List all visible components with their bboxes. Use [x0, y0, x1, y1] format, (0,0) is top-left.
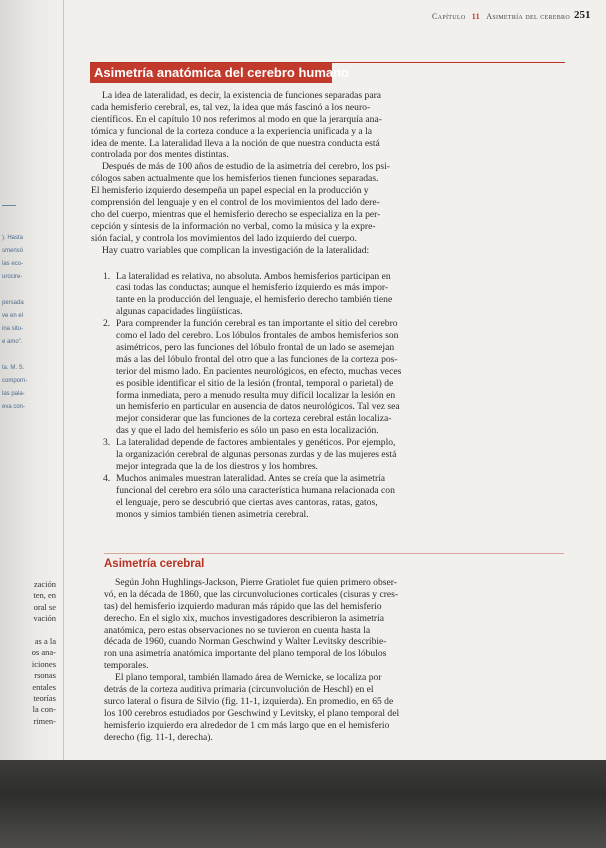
paragraph — [104, 672, 399, 743]
paragraph-line: cepción y síntesis de la información no verbal, como la música y la expre- — [91, 220, 376, 232]
margin-blue-line: smensó — [2, 248, 24, 254]
list-number: 1. — [103, 270, 111, 282]
paragraph-line: hemisferio izquierdo era alrededor de 1 cm más largo que en el hemisferio — [104, 719, 390, 731]
margin-blue-line: ). Hasta — [2, 235, 24, 241]
list-item-line: asimétricos, pero las funciones del lóbulo frontal de un lado se asemejan — [116, 341, 395, 353]
list-item-text — [116, 437, 396, 473]
list-item-line: como el lado del cerebro. Los lóbulos frontales de ambos hemisferios son — [116, 330, 399, 342]
margin-black-line: vación — [33, 613, 56, 624]
section2-rule — [104, 553, 564, 554]
list-item-line: el lenguaje, pero se descubrió que ciertas aves cantoras, ratas, gatos, — [116, 496, 378, 508]
margin-fragment-black — [2, 579, 56, 727]
paragraph-line: controlada por dos mentes distintas. — [91, 149, 229, 161]
paragraph — [91, 90, 382, 161]
margin-blue-line: ina situ- — [2, 326, 24, 332]
margin-blue-line — [2, 349, 58, 362]
paragraph-line: anatómica, pero estas observaciones no se tuvieron en cuenta hasta la — [104, 624, 371, 636]
margin-black-line: os ana- — [31, 647, 56, 658]
paragraph-line: tómica y funcional de la corteza conduce a la experiencia unificada y a la — [91, 125, 373, 137]
paragraph-line: Después de más de 100 años de estudio de la asimetría del cerebro, los psi- — [102, 161, 390, 173]
list-item-line: La lateralidad es relativa, no absoluta. Ambos hemisferios participan en — [116, 270, 391, 282]
chapter-title: Asimetría del cerebro — [486, 12, 570, 21]
list-item-line: das y que el lado del hemisferio es sólo un paso en esta localización. — [116, 425, 379, 437]
list-item-text — [116, 271, 392, 319]
paragraph-line: cho del cuerpo, mientras que el hemisferio derecho se especializa en la per- — [91, 208, 381, 220]
list-number: 4. — [103, 472, 111, 484]
list-item-line: terior del mismo lado. En pacientes neurológicos, en efecto, muchas veces — [116, 365, 402, 377]
list-item-line: La lateralidad depende de factores ambientales y genéticos. Por ejemplo, — [116, 437, 396, 449]
margin-black-line: rimen- — [33, 715, 56, 726]
paragraph-line: tas) del hemisferio izquierdo maduran más rápido que las del hemisferio — [104, 600, 382, 612]
paragraph-line: científicos. En el capítulo 10 nos referimos al modo en que la jerarquía ana- — [91, 113, 382, 125]
paragraph — [91, 245, 369, 257]
paragraph — [91, 161, 390, 244]
paragraph-line: sión facial, y controla los movimientos del lado izquierdo del cuerpo. — [91, 232, 357, 244]
list-item-text — [116, 318, 401, 437]
margin-black-line: ten, en — [33, 590, 56, 601]
paragraph-line: El plano temporal, también llamado área de Wernicke, se localiza por — [115, 672, 382, 684]
paragraph-line: ron una asimetría anatómica importante del plano temporal de los lóbulos — [104, 648, 387, 660]
paragraph-line: derecho (fig. 11-1, derecha). — [104, 731, 213, 743]
paragraph-line: detrás de la corteza auditiva primaria (circunvolución de Heschl) en el — [104, 684, 374, 696]
paragraph-line: cólogos saben actualmente que los hemisferios tienen funciones separadas. — [91, 173, 379, 185]
paragraph-line: El hemisferio izquierdo desempeña un papel especial en la producción y — [91, 185, 369, 197]
list-item-line: Muchos animales muestran lateralidad. Antes se creía que la asimetría — [116, 472, 386, 484]
list-item-line: mejor integrada que la de los diestros y los hombres. — [116, 460, 318, 472]
paragraph-line: surco lateral o fisura de Silvio (fig. 11-1, izquierda). En promedio, en 65 de — [104, 695, 394, 707]
margin-black-line — [2, 625, 56, 636]
margin-blue-line: ta. M. S. — [2, 365, 25, 371]
paragraph-line: Según John Hughlings-Jackson, Pierre Gratiolet fue quien primero obser- — [115, 577, 397, 588]
list-item-line: monos y simios también tienen asimetría cerebral. — [116, 508, 309, 520]
list-item-line: la organización cerebral de algunas personas zurdas y de las mujeres está — [116, 449, 397, 461]
margin-blue-line: eva con- — [2, 404, 26, 410]
list-item-line: casi todas las conductas; aunque el hemisferio izquierdo es más impor- — [116, 282, 389, 294]
list-item-line: forma inmediata, pero a menudo resulta muy difícil localizar la lesión en — [116, 389, 396, 401]
list-item-line: un hemisferio en particular en ausencia de datos neurológicos. Tal vez sea — [116, 401, 400, 413]
list-number: 3. — [103, 437, 111, 449]
section2-title: Asimetría cerebral — [104, 558, 205, 570]
paragraph-line: vó, en la década de 1860, que las circunvoluciones corticales (cisuras y cres- — [104, 588, 399, 600]
chapter-number: 11 — [471, 12, 480, 21]
gutter-line — [63, 0, 64, 760]
margin-blue-line: comporn- — [2, 378, 28, 384]
margin-black-line: zación — [33, 579, 56, 589]
paragraph-line: Hay cuatro variables que complican la investigación de la lateralidad: — [102, 244, 370, 256]
margin-blue-line: las eco- — [2, 261, 24, 267]
margin-black-line: entales — [32, 681, 56, 692]
margin-fragment-blue-top — [2, 232, 58, 414]
margin-blue-line: e amo". — [2, 339, 23, 345]
list-number: 2. — [103, 318, 111, 330]
paragraph-line: década de 1960, cuando Norman Geschwind y Walter Levitsky describie- — [104, 636, 387, 648]
margin-black-line: as a la — [34, 635, 56, 646]
margin-black-line: teorías — [33, 692, 56, 703]
list-item-line: más a las del lóbulo frontal del otro que a las funciones de la corteza pos- — [116, 353, 398, 365]
scan-shadow-band — [0, 760, 606, 848]
paragraph-line: cada hemisferio cerebral, es, tal vez, la idea que más fascinó a los neuro- — [91, 101, 371, 113]
paragraph-line: La idea de lateralidad, es decir, la existencia de funciones separadas para — [102, 90, 382, 101]
margin-blue-line: ve en el — [2, 313, 24, 319]
list-item-line: Para comprender la función cerebral es tan importante el sitio del cerebro — [116, 318, 398, 330]
margin-blue-line: urocire- — [2, 274, 23, 280]
margin-black-line: la con- — [32, 704, 56, 715]
list-item-line: es posible identificar el sitio de la lesión (frontal, temporal o parietal) de — [116, 377, 394, 389]
list-item-line: mejor considerar que las funciones de la corteza cerebral están localiza- — [116, 413, 392, 425]
margin-blue-line: las pala- — [2, 391, 25, 397]
paragraph-line: derecho. En el siglo xix, muchos investigadores describieron la asimetría — [104, 612, 385, 624]
page-number: 251 — [574, 9, 591, 21]
list-item-line: funcional del cerebro era sólo una característica humana relacionada con — [116, 484, 395, 496]
paragraph-line: idea de mente. La lateralidad lleva a la noción de que nuestra conducta está — [91, 137, 380, 149]
paragraph-line: los 100 cerebros estudiados por Geschwind y Levitsky, el plano temporal del — [104, 707, 400, 719]
margin-black-line: rsonas — [34, 670, 56, 681]
running-head — [330, 12, 570, 21]
margin-blue-line: persada — [2, 300, 24, 306]
margin-black-line: oral se — [33, 601, 56, 612]
paragraph-line: comprensión del lenguaje y en el control de los movimientos del lado dere- — [91, 197, 380, 209]
margin-blue-line — [2, 284, 58, 297]
paragraph-line: temporales. — [104, 660, 149, 672]
list-item-line: tante en la producción del lenguaje, el hemisferio derecho también tiene — [116, 294, 393, 306]
margin-black-line: iciones — [31, 658, 56, 669]
section-title: Asimetría anatómica del cerebro humano — [90, 63, 332, 83]
list-item-line: algunas capacidades lingüísticas. — [116, 306, 243, 318]
list-item-text — [116, 473, 395, 521]
margin-dash — [2, 205, 16, 206]
paragraph — [104, 577, 398, 672]
chapter-label: Capítulo — [432, 12, 466, 21]
